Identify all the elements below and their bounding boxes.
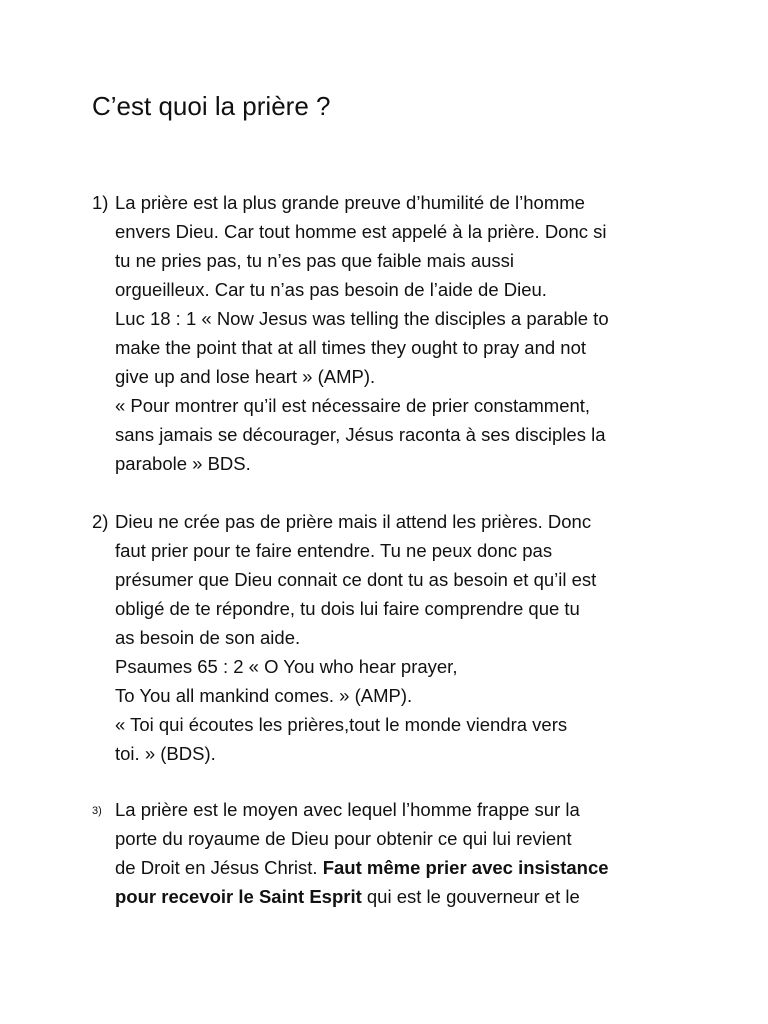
- text-line: faut prier pour te faire entendre. Tu ne peux donc pas: [115, 540, 553, 561]
- bold-emphasis: Faut même prier avec insistance: [322, 857, 609, 878]
- text-line: tu ne pries pas, tu n’es pas que faible mais aussi: [115, 250, 515, 271]
- plain-text: qui est le gouverneur et le: [361, 886, 580, 907]
- item-text: [115, 795, 695, 911]
- text-line: « Toi qui écoutes les prières,tout le monde viendra vers: [115, 714, 568, 735]
- text-line: porte du royaume de Dieu pour obtenir ce qui lui revient: [115, 828, 572, 849]
- text-line: orgueilleux. Car tu n’as pas besoin de l’aide de Dieu.: [115, 279, 547, 300]
- text-line: sans jamais se décourager, Jésus raconta à ses disciples la: [115, 424, 606, 445]
- text-line: Dieu ne crée pas de prière mais il attend les prières. Donc: [115, 511, 592, 532]
- item-number: 1): [92, 192, 109, 213]
- text-line: [115, 853, 695, 882]
- text-line: « Pour montrer qu’il est nécessaire de prier constamment,: [115, 395, 591, 416]
- plain-text: de Droit en Jésus Christ.: [115, 857, 323, 878]
- text-line: Psaumes 65 : 2 « O You who hear prayer,: [115, 656, 458, 677]
- text-line: parabole » BDS.: [115, 453, 251, 474]
- text-line: La prière est le moyen avec lequel l’homme frappe sur la: [115, 799, 580, 820]
- text-line: présumer que Dieu connait ce dont tu as besoin et qu’il est: [115, 569, 597, 590]
- item-text: [115, 507, 695, 768]
- text-line: make the point that at all times they ought to pray and not: [115, 337, 587, 358]
- text-line: To You all mankind comes. » (AMP).: [115, 685, 413, 706]
- item-number: 2): [92, 511, 109, 532]
- text-line: as besoin de son aide.: [115, 627, 301, 648]
- text-line: [115, 882, 695, 911]
- text-line: give up and lose heart » (AMP).: [115, 366, 376, 387]
- item-text: [115, 188, 695, 478]
- bold-emphasis: pour recevoir le Saint Esprit: [115, 886, 362, 907]
- item-number: 3): [92, 805, 102, 817]
- text-line: envers Dieu. Car tout homme est appelé à la prière. Donc si: [115, 221, 607, 242]
- text-line: obligé de te répondre, tu dois lui faire comprendre que tu: [115, 598, 580, 619]
- text-line: Luc 18 : 1 « Now Jesus was telling the disciples a parable to: [115, 308, 609, 329]
- page-title: C’est quoi la prière ?: [92, 91, 331, 121]
- text-line: La prière est la plus grande preuve d’humilité de l’homme: [115, 192, 585, 213]
- text-line: toi. » (BDS).: [115, 743, 216, 764]
